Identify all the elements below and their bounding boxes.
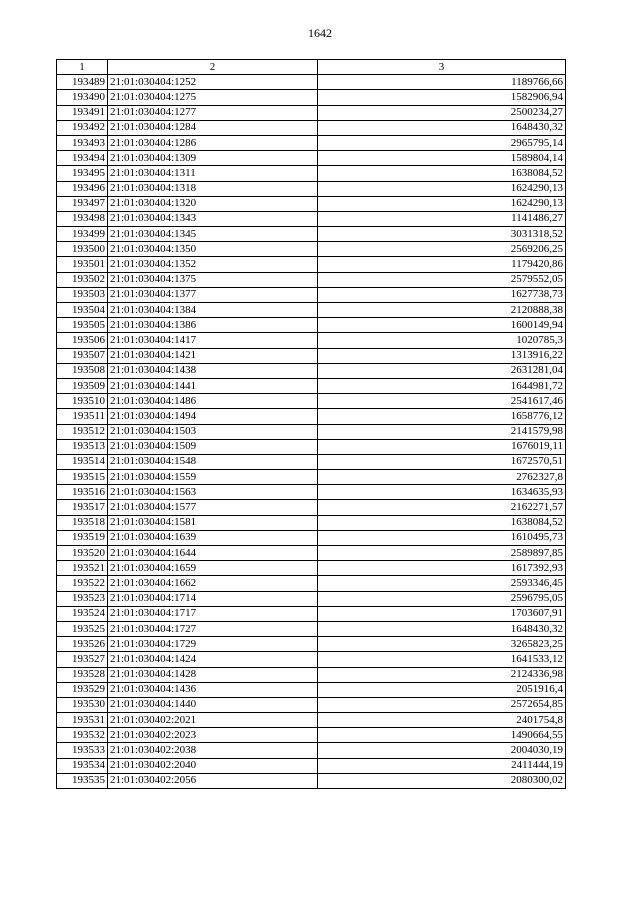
cadastral-value-cell: 1638084,52 xyxy=(318,515,566,530)
cadastral-value-cell: 2401754,8 xyxy=(318,713,566,728)
cadastral-value-cell: 2572654,85 xyxy=(318,697,566,712)
row-number-cell: 193518 xyxy=(57,515,108,530)
cadastral-number-cell: 21:01:030404:1386 xyxy=(108,318,318,333)
cadastral-value-cell: 1644981,72 xyxy=(318,378,566,393)
table-row xyxy=(57,637,566,652)
cadastral-number-cell: 21:01:030404:1486 xyxy=(108,394,318,409)
table-row xyxy=(57,333,566,348)
cadastral-number-cell: 21:01:030404:1320 xyxy=(108,196,318,211)
cadastral-number-cell: 21:01:030404:1275 xyxy=(108,90,318,105)
row-number-cell: 193535 xyxy=(57,773,108,788)
row-number-cell: 193517 xyxy=(57,500,108,515)
cadastral-number-cell: 21:01:030404:1639 xyxy=(108,530,318,545)
row-number-cell: 193511 xyxy=(57,409,108,424)
cadastral-value-cell: 2579552,05 xyxy=(318,272,566,287)
table-row xyxy=(57,713,566,728)
column-header-3: 3 xyxy=(318,60,566,75)
cadastral-number-cell: 21:01:030404:1350 xyxy=(108,242,318,257)
cadastral-value-cell: 1641533,12 xyxy=(318,652,566,667)
cadastral-value-cell: 1672570,51 xyxy=(318,454,566,469)
cadastral-number-cell: 21:01:030404:1284 xyxy=(108,120,318,135)
row-number-cell: 193510 xyxy=(57,394,108,409)
row-number-cell: 193514 xyxy=(57,454,108,469)
table-row xyxy=(57,181,566,196)
row-number-cell: 193534 xyxy=(57,758,108,773)
table-row xyxy=(57,454,566,469)
cadastral-value-cell: 1582906,94 xyxy=(318,90,566,105)
table-row xyxy=(57,135,566,150)
cadastral-number-cell: 21:01:030404:1559 xyxy=(108,470,318,485)
row-number-cell: 193526 xyxy=(57,637,108,652)
cadastral-number-cell: 21:01:030404:1441 xyxy=(108,378,318,393)
cadastral-value-cell: 1624290,13 xyxy=(318,196,566,211)
cadastral-value-cell: 1648430,32 xyxy=(318,120,566,135)
cadastral-number-cell: 21:01:030404:1577 xyxy=(108,500,318,515)
cadastral-value-cell: 2411444,19 xyxy=(318,758,566,773)
cadastral-number-cell: 21:01:030404:1662 xyxy=(108,576,318,591)
cadastral-number-cell: 21:01:030404:1428 xyxy=(108,667,318,682)
row-number-cell: 193495 xyxy=(57,166,108,181)
row-number-cell: 193512 xyxy=(57,424,108,439)
cadastral-number-cell: 21:01:030404:1375 xyxy=(108,272,318,287)
row-number-cell: 193500 xyxy=(57,242,108,257)
cadastral-value-table xyxy=(56,59,566,789)
table-row xyxy=(57,75,566,90)
cadastral-number-cell: 21:01:030402:2023 xyxy=(108,728,318,743)
table-row xyxy=(57,348,566,363)
cadastral-number-cell: 21:01:030404:1659 xyxy=(108,561,318,576)
row-number-cell: 193509 xyxy=(57,378,108,393)
cadastral-number-cell: 21:01:030402:2021 xyxy=(108,713,318,728)
cadastral-value-cell: 2541617,46 xyxy=(318,394,566,409)
cadastral-number-cell: 21:01:030404:1384 xyxy=(108,303,318,318)
row-number-cell: 193527 xyxy=(57,652,108,667)
cadastral-number-cell: 21:01:030404:1417 xyxy=(108,333,318,348)
cadastral-number-cell: 21:01:030404:1717 xyxy=(108,606,318,621)
cadastral-number-cell: 21:01:030404:1345 xyxy=(108,227,318,242)
table-row xyxy=(57,697,566,712)
cadastral-value-cell: 2762327,8 xyxy=(318,470,566,485)
row-number-cell: 193516 xyxy=(57,485,108,500)
cadastral-number-cell: 21:01:030404:1352 xyxy=(108,257,318,272)
cadastral-number-cell: 21:01:030404:1509 xyxy=(108,439,318,454)
row-number-cell: 193530 xyxy=(57,697,108,712)
cadastral-number-cell: 21:01:030404:1440 xyxy=(108,697,318,712)
cadastral-value-cell: 1179420,86 xyxy=(318,257,566,272)
table-row xyxy=(57,439,566,454)
row-number-cell: 193493 xyxy=(57,135,108,150)
cadastral-value-cell: 2596795,05 xyxy=(318,591,566,606)
cadastral-value-cell: 3031318,52 xyxy=(318,227,566,242)
table-row xyxy=(57,409,566,424)
cadastral-value-cell: 1490664,55 xyxy=(318,728,566,743)
cadastral-value-cell: 1676019,11 xyxy=(318,439,566,454)
cadastral-number-cell: 21:01:030402:2038 xyxy=(108,743,318,758)
cadastral-value-cell: 2080300,02 xyxy=(318,773,566,788)
table-row xyxy=(57,211,566,226)
table-row xyxy=(57,272,566,287)
table-row xyxy=(57,530,566,545)
row-number-cell: 193508 xyxy=(57,363,108,378)
table-row xyxy=(57,242,566,257)
row-number-cell: 193524 xyxy=(57,606,108,621)
row-number-cell: 193494 xyxy=(57,151,108,166)
cadastral-number-cell: 21:01:030404:1286 xyxy=(108,135,318,150)
row-number-cell: 193489 xyxy=(57,75,108,90)
cadastral-value-cell: 1610495,73 xyxy=(318,530,566,545)
cadastral-value-cell: 1658776,12 xyxy=(318,409,566,424)
row-number-cell: 193522 xyxy=(57,576,108,591)
cadastral-number-cell: 21:01:030404:1644 xyxy=(108,546,318,561)
table-row xyxy=(57,287,566,302)
table-row xyxy=(57,105,566,120)
cadastral-value-cell: 3265823,25 xyxy=(318,637,566,652)
cadastral-number-cell: 21:01:030404:1494 xyxy=(108,409,318,424)
cadastral-value-cell: 1141486,27 xyxy=(318,211,566,226)
cadastral-number-cell: 21:01:030404:1421 xyxy=(108,348,318,363)
table-row xyxy=(57,303,566,318)
cadastral-number-cell: 21:01:030404:1581 xyxy=(108,515,318,530)
table-row xyxy=(57,576,566,591)
row-number-cell: 193532 xyxy=(57,728,108,743)
row-number-cell: 193498 xyxy=(57,211,108,226)
cadastral-number-cell: 21:01:030404:1436 xyxy=(108,682,318,697)
row-number-cell: 193513 xyxy=(57,439,108,454)
table-row xyxy=(57,682,566,697)
cadastral-value-cell: 2589897,85 xyxy=(318,546,566,561)
cadastral-number-cell: 21:01:030404:1252 xyxy=(108,75,318,90)
cadastral-number-cell: 21:01:030404:1311 xyxy=(108,166,318,181)
cadastral-number-cell: 21:01:030404:1548 xyxy=(108,454,318,469)
cadastral-value-cell: 1313916,22 xyxy=(318,348,566,363)
table-row xyxy=(57,90,566,105)
table-row xyxy=(57,394,566,409)
column-header-2: 2 xyxy=(108,60,318,75)
cadastral-value-cell: 2569206,25 xyxy=(318,242,566,257)
table-row xyxy=(57,120,566,135)
table-row xyxy=(57,728,566,743)
table-row xyxy=(57,424,566,439)
row-number-cell: 193523 xyxy=(57,591,108,606)
cadastral-value-cell: 2124336,98 xyxy=(318,667,566,682)
table-row xyxy=(57,667,566,682)
table-row xyxy=(57,196,566,211)
row-number-cell: 193507 xyxy=(57,348,108,363)
table-row xyxy=(57,166,566,181)
row-number-cell: 193525 xyxy=(57,621,108,636)
table-row xyxy=(57,318,566,333)
cadastral-value-cell: 1648430,32 xyxy=(318,621,566,636)
table-row xyxy=(57,363,566,378)
row-number-cell: 193528 xyxy=(57,667,108,682)
cadastral-value-cell: 1703607,91 xyxy=(318,606,566,621)
table-row xyxy=(57,621,566,636)
table-row xyxy=(57,151,566,166)
table-row xyxy=(57,227,566,242)
cadastral-value-cell: 2141579,98 xyxy=(318,424,566,439)
cadastral-number-cell: 21:01:030404:1729 xyxy=(108,637,318,652)
cadastral-value-cell: 1627738,73 xyxy=(318,287,566,302)
cadastral-number-cell: 21:01:030404:1438 xyxy=(108,363,318,378)
cadastral-number-cell: 21:01:030404:1309 xyxy=(108,151,318,166)
table-row xyxy=(57,773,566,788)
cadastral-number-cell: 21:01:030404:1377 xyxy=(108,287,318,302)
row-number-cell: 193492 xyxy=(57,120,108,135)
table-row xyxy=(57,561,566,576)
row-number-cell: 193531 xyxy=(57,713,108,728)
cadastral-value-cell: 2965795,14 xyxy=(318,135,566,150)
cadastral-number-cell: 21:01:030404:1343 xyxy=(108,211,318,226)
cadastral-number-cell: 21:01:030404:1424 xyxy=(108,652,318,667)
table-row xyxy=(57,743,566,758)
row-number-cell: 193501 xyxy=(57,257,108,272)
cadastral-value-cell: 1020785,3 xyxy=(318,333,566,348)
row-number-cell: 193503 xyxy=(57,287,108,302)
cadastral-number-cell: 21:01:030404:1727 xyxy=(108,621,318,636)
column-header-1: 1 xyxy=(57,60,108,75)
cadastral-value-cell: 1634635,93 xyxy=(318,485,566,500)
row-number-cell: 193499 xyxy=(57,227,108,242)
table-row xyxy=(57,758,566,773)
cadastral-value-cell: 2051916,4 xyxy=(318,682,566,697)
cadastral-value-cell: 2631281,04 xyxy=(318,363,566,378)
table-row xyxy=(57,546,566,561)
row-number-cell: 193506 xyxy=(57,333,108,348)
row-number-cell: 193520 xyxy=(57,546,108,561)
row-number-cell: 193497 xyxy=(57,196,108,211)
cadastral-value-cell: 1617392,93 xyxy=(318,561,566,576)
row-number-cell: 193504 xyxy=(57,303,108,318)
cadastral-value-cell: 2162271,57 xyxy=(318,500,566,515)
cadastral-value-cell: 1600149,94 xyxy=(318,318,566,333)
row-number-cell: 193491 xyxy=(57,105,108,120)
cadastral-number-cell: 21:01:030404:1503 xyxy=(108,424,318,439)
table-header-row xyxy=(57,60,566,75)
cadastral-number-cell: 21:01:030404:1318 xyxy=(108,181,318,196)
page-number: 1642 xyxy=(308,26,332,40)
table-row xyxy=(57,606,566,621)
table-row xyxy=(57,652,566,667)
row-number-cell: 193533 xyxy=(57,743,108,758)
table-row xyxy=(57,515,566,530)
cadastral-number-cell: 21:01:030404:1277 xyxy=(108,105,318,120)
row-number-cell: 193515 xyxy=(57,470,108,485)
row-number-cell: 193521 xyxy=(57,561,108,576)
cadastral-value-cell: 2593346,45 xyxy=(318,576,566,591)
row-number-cell: 193519 xyxy=(57,530,108,545)
cadastral-value-cell: 1189766,66 xyxy=(318,75,566,90)
cadastral-value-cell: 1638084,52 xyxy=(318,166,566,181)
cadastral-value-cell: 2004030,19 xyxy=(318,743,566,758)
row-number-cell: 193502 xyxy=(57,272,108,287)
cadastral-value-cell: 2500234,27 xyxy=(318,105,566,120)
row-number-cell: 193505 xyxy=(57,318,108,333)
cadastral-value-cell: 2120888,38 xyxy=(318,303,566,318)
row-number-cell: 193490 xyxy=(57,90,108,105)
cadastral-number-cell: 21:01:030404:1563 xyxy=(108,485,318,500)
cadastral-number-cell: 21:01:030402:2056 xyxy=(108,773,318,788)
row-number-cell: 193496 xyxy=(57,181,108,196)
row-number-cell: 193529 xyxy=(57,682,108,697)
table-row xyxy=(57,378,566,393)
table-body xyxy=(57,75,566,789)
table-row xyxy=(57,470,566,485)
table-row xyxy=(57,591,566,606)
table-row xyxy=(57,500,566,515)
table-row xyxy=(57,257,566,272)
cadastral-value-cell: 1624290,13 xyxy=(318,181,566,196)
cadastral-number-cell: 21:01:030402:2040 xyxy=(108,758,318,773)
cadastral-number-cell: 21:01:030404:1714 xyxy=(108,591,318,606)
cadastral-value-cell: 1589804,14 xyxy=(318,151,566,166)
table-row xyxy=(57,485,566,500)
